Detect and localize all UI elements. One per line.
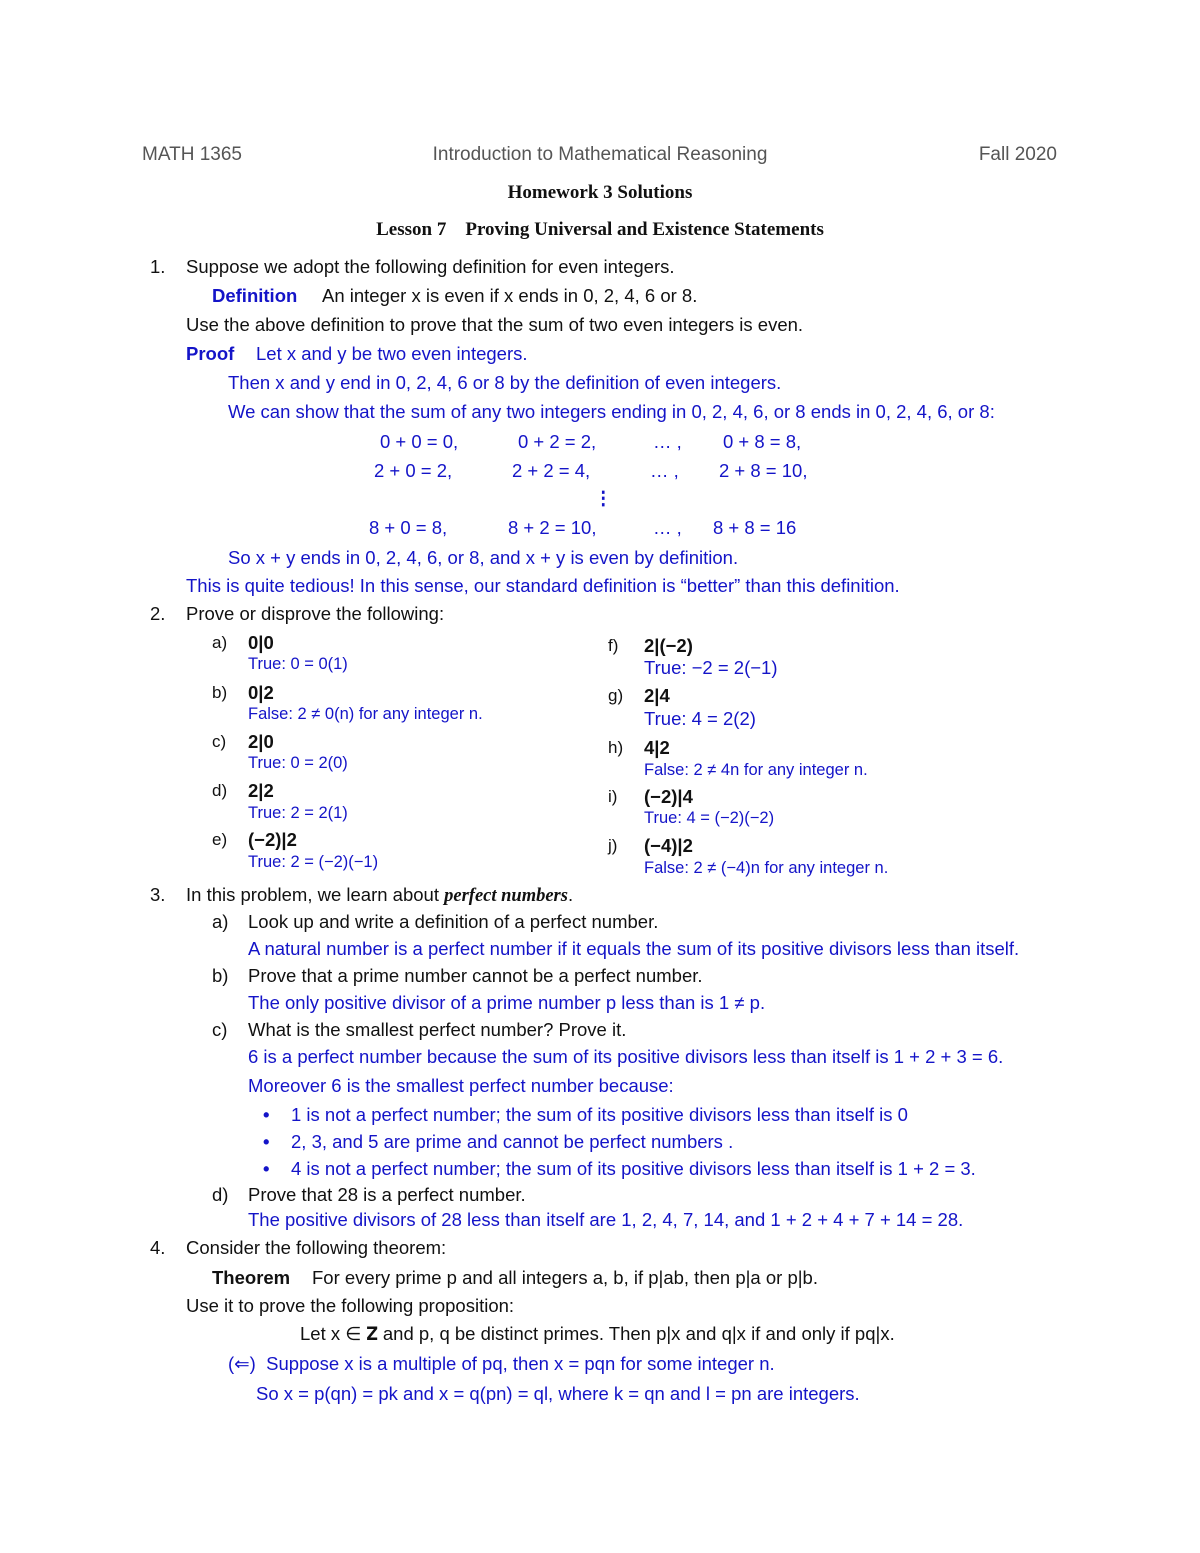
item-label: g) <box>608 686 624 705</box>
answer-d: The positive divisors of 28 less than itself are 1, 2, 4, 7, 14, and 1 + 2 + 4 + 7 + 14 = 28. <box>248 1209 964 1230</box>
table-cell: 0 + 2 = 2, <box>518 431 597 452</box>
item-label: b) <box>212 965 229 986</box>
item-claim: 2|2 <box>248 780 274 801</box>
proof-4-line-1: (⇐) Suppose x is a multiple of pq, then x = pqn for some integer n. <box>228 1353 775 1374</box>
item-answer: True: −2 = 2(−1) <box>644 657 778 678</box>
item-label: b) <box>212 683 228 702</box>
problem-1-remark: This is quite tedious! In this sense, our standard definition is “better” than this definition. <box>186 575 900 596</box>
page-title: Homework 3 Solutions <box>507 182 693 203</box>
item-answer: True: 2 = (−2)(−1) <box>248 853 379 871</box>
proof-conclusion: So x + y ends in 0, 2, 4, 6, or 8, and x + y is even by definition. <box>228 547 739 568</box>
item-label: a) <box>212 633 228 652</box>
item-label: c) <box>212 1019 228 1040</box>
problem-1-statement: Suppose we adopt the following definition for even integers. <box>186 256 675 277</box>
table-cell: 0 + 0 = 0, <box>380 431 459 452</box>
problem-1-task: Use the above definition to prove that the sum of two even integers is even. <box>186 314 804 335</box>
proof-line-1: Let x and y be two even integers. <box>256 343 528 364</box>
answer-a: A natural number is a perfect number if it equals the sum of its positive divisors less than itself. <box>248 938 1020 959</box>
definition-text: An integer x is even if x ends in 0, 2, 4, 6 or 8. <box>322 285 698 306</box>
proof-line-3: We can show that the sum of any two integers ending in 0, 2, 4, 6, or 8 ends in 0, 2, 4, 6, or 8: <box>228 401 995 422</box>
item-claim: 0|2 <box>248 682 274 703</box>
bullet-item: • 1 is not a perfect number; the sum of its positive divisors less than itself is 0 <box>291 1106 908 1125</box>
table-cell: … , <box>653 517 682 538</box>
item-claim: 2|4 <box>644 685 670 706</box>
table-cell: 2 + 8 = 10, <box>719 460 808 481</box>
item-claim: 2|0 <box>248 731 274 752</box>
item-answer: True: 4 = (−2)(−2) <box>644 809 775 827</box>
statement-text: In this problem, we learn about <box>186 884 445 905</box>
item-claim: (−2)|4 <box>644 786 693 807</box>
item-answer: True: 0 = 2(0) <box>248 754 348 772</box>
bullet-item: • 4 is not a perfect number; the sum of its positive divisors less than itself is 1 + 2 = 3. <box>291 1160 976 1179</box>
table-cell: 8 + 8 = 16 <box>713 517 797 538</box>
item-answer: True: 0 = 0(1) <box>248 655 348 673</box>
item-label: d) <box>212 1184 229 1205</box>
problem-4-number: 4. <box>150 1237 166 1258</box>
question-d: Prove that 28 is a perfect number. <box>248 1184 526 1205</box>
item-answer: False: 2 ≠ 4n for any integer n. <box>644 761 868 779</box>
problem-4-statement: Consider the following theorem: <box>186 1237 447 1258</box>
item-claim: 2|(−2) <box>644 635 693 656</box>
theorem-label: Theorem <box>212 1267 291 1288</box>
item-label: i) <box>608 787 618 806</box>
problem-2-statement: Prove or disprove the following: <box>186 603 445 624</box>
question-b: Prove that a prime number cannot be a perfect number. <box>248 965 703 986</box>
item-label: e) <box>212 830 228 849</box>
question-a: Look up and write a definition of a perfect number. <box>248 911 659 932</box>
item-label: j) <box>608 836 618 855</box>
course-title: Introduction to Mathematical Reasoning <box>432 144 768 165</box>
answer-b: The only positive divisor of a prime number p less than is 1 ≠ p. <box>248 992 766 1013</box>
item-label: a) <box>212 911 229 932</box>
item-answer: False: 2 ≠ (−4)n for any integer n. <box>644 859 889 877</box>
table-vdots: ⋮ <box>594 487 613 508</box>
item-answer: False: 2 ≠ 0(n) for any integer n. <box>248 705 483 723</box>
item-label: f) <box>608 636 619 655</box>
problem-4-task: Use it to prove the following proposition: <box>186 1295 515 1316</box>
problem-3-number: 3. <box>150 884 166 905</box>
course-code: MATH 1365 <box>142 144 242 165</box>
table-cell: 8 + 0 = 8, <box>369 517 448 538</box>
emphasis: perfect numbers <box>444 886 568 906</box>
table-cell: 2 + 0 = 2, <box>374 460 453 481</box>
proof-label: Proof <box>186 343 235 364</box>
item-answer: True: 4 = 2(2) <box>644 708 756 729</box>
table-cell: … , <box>650 460 679 481</box>
proof-4-line-2: So x = p(qn) = pk and x = q(pn) = ql, where k = qn and l = pn are integers. <box>256 1383 860 1404</box>
statement-period: . <box>567 884 574 905</box>
term: Fall 2020 <box>978 144 1057 165</box>
answer-c-line-1: 6 is a perfect number because the sum of its positive divisors less than itself is 1 + 2 + 3 = 6. <box>248 1046 1004 1067</box>
proposition: Let x ∈ 𝐙 and p, q be distinct primes. Then p|x and q|x if and only if pq|x. <box>300 1323 895 1344</box>
answer-c-line-2: Moreover 6 is the smallest perfect number because: <box>248 1075 674 1096</box>
bullet-item: • 2, 3, and 5 are prime and cannot be perfect numbers . <box>291 1133 733 1152</box>
item-claim: 4|2 <box>644 737 670 758</box>
item-claim: (−2)|2 <box>248 829 297 850</box>
definition-label: Definition <box>212 285 298 306</box>
table-cell: 0 + 8 = 8, <box>723 431 802 452</box>
item-answer: True: 2 = 2(1) <box>248 804 348 822</box>
question-c: What is the smallest perfect number? Prove it. <box>248 1019 627 1040</box>
item-label: h) <box>608 738 624 757</box>
table-cell: … , <box>653 431 682 452</box>
problem-1-number: 1. <box>150 256 166 277</box>
problem-2-number: 2. <box>150 603 166 624</box>
item-label: c) <box>212 732 227 751</box>
lesson-title: Lesson 7 Proving Universal and Existence Statements <box>376 219 824 240</box>
table-cell: 2 + 2 = 4, <box>512 460 591 481</box>
theorem-text: For every prime p and all integers a, b, if p|ab, then p|a or p|b. <box>312 1267 818 1288</box>
proof-line-2: Then x and y end in 0, 2, 4, 6 or 8 by the definition of even integers. <box>228 372 782 393</box>
item-claim: (−4)|2 <box>644 835 693 856</box>
table-cell: 8 + 2 = 10, <box>508 517 597 538</box>
item-claim: 0|0 <box>248 632 274 653</box>
problem-3-statement <box>186 886 573 906</box>
item-label: d) <box>212 781 228 800</box>
